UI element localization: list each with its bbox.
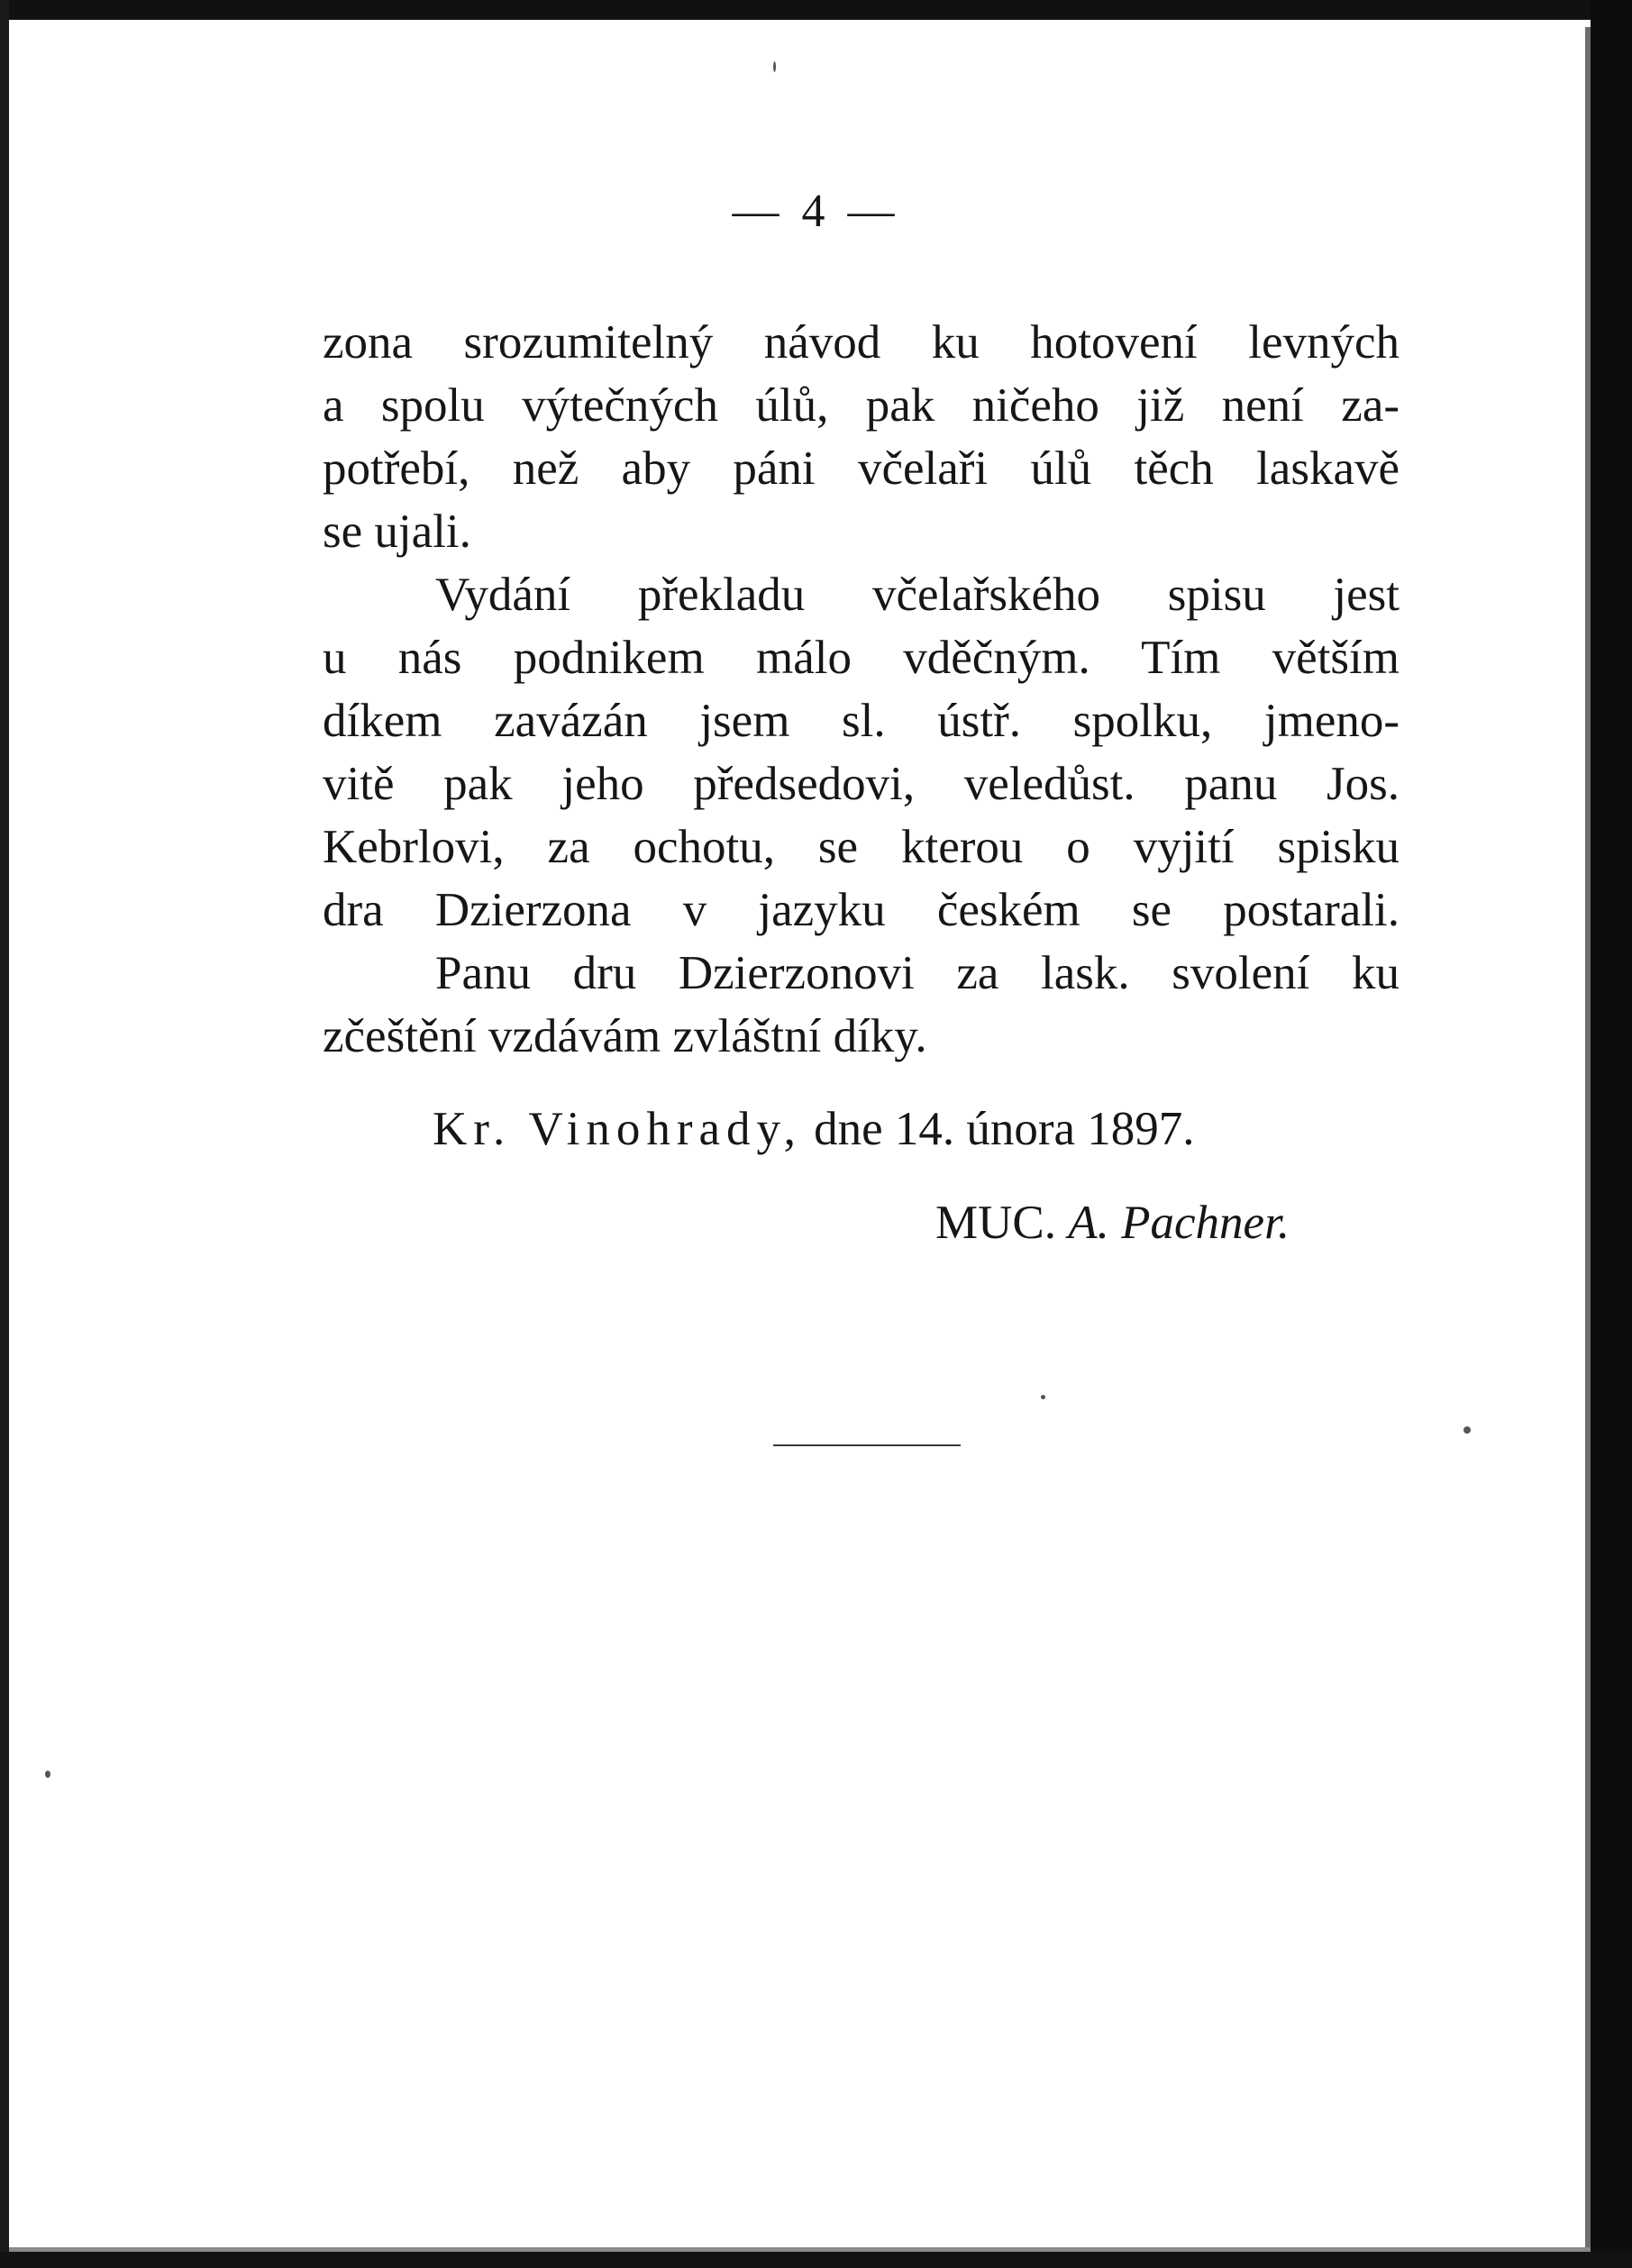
- signature-title: MUC.: [935, 1197, 1057, 1249]
- body-line: dra Dzierzona v jazyku českém se postarali.: [323, 884, 1400, 936]
- scan-speck: [1041, 1395, 1045, 1399]
- signature: [935, 1191, 1290, 1254]
- scan-border-bottom-shadow: [9, 2247, 1591, 2252]
- body-text: [323, 311, 1400, 1068]
- body-line: a spolu výtečných úlů, pak ničeho již není za-: [323, 379, 1400, 432]
- body-line: zona srozumitelný návod ku hotovení levných: [323, 316, 1400, 369]
- body-line: potřebí, než aby páni včelaři úlů těch laskavě: [323, 442, 1400, 495]
- scan-border-top: [0, 0, 1632, 20]
- body-line: u nás podnikem málo vděčným. Tím větším: [323, 632, 1400, 684]
- body-line: se ujali.: [323, 506, 471, 558]
- scan-border-right: [1591, 0, 1632, 2268]
- signature-name: A. Pachner.: [1068, 1197, 1290, 1249]
- dateline: [433, 1098, 1195, 1161]
- dateline-date: dne 14. února 1897.: [814, 1103, 1195, 1155]
- body-line: vitě pak jeho předsedovi, veledůst. panu Jos.: [323, 758, 1400, 810]
- dateline-place: Kr. Vinohrady,: [433, 1103, 802, 1155]
- body-line: Kebrlovi, za ochotu, se kterou o vyjití spisku: [323, 821, 1400, 873]
- body-line: Panu dru Dzierzonovi za lask. svolení ku: [435, 947, 1400, 999]
- body-line: zčeštění vzdávám zvláštní díky.: [323, 1010, 927, 1062]
- scan-border-left: [0, 0, 9, 2268]
- scan-border-bottom: [0, 2252, 1632, 2268]
- page-number: — 4 —: [732, 186, 900, 237]
- scan-speck: [773, 61, 776, 72]
- end-rule: [773, 1444, 961, 1446]
- body-line: Vydání překladu včelařského spisu jest: [435, 569, 1400, 621]
- scan-border-right-shadow: [1585, 27, 1591, 2253]
- scan-speck: [45, 1771, 50, 1778]
- body-line: díkem zavázán jsem sl. ústř. spolku, jmeno-: [323, 695, 1400, 747]
- scan-speck: [1463, 1426, 1471, 1434]
